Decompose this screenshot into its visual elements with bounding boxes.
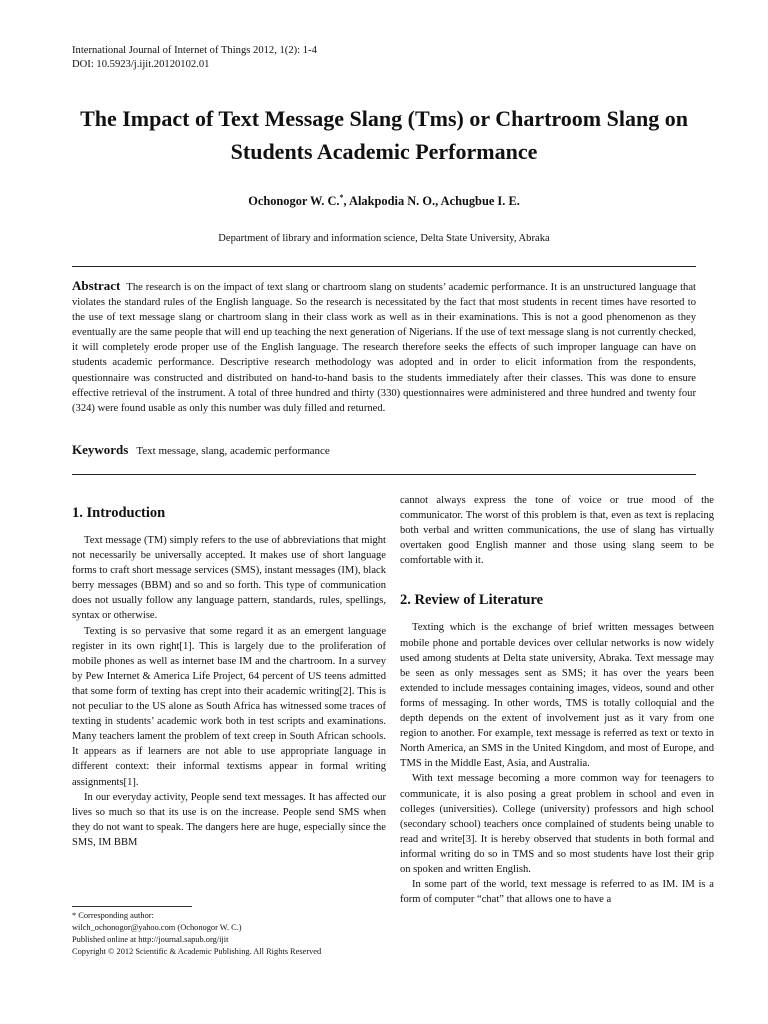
review-paragraph-2: With text message becoming a more common way for teenagers to communicate, it is also posing a great problem in school and even in colleges (universities). College (university) professors and high school (secondary school) teachers once complained of students being unable to read and write[3]. It is hereby observed that students in both formal and informal writing do so in TMS and so most students have lost their grip on spoken and written English. <box>400 773 714 875</box>
keywords-label: Keywords <box>72 442 129 457</box>
first-author: Ochonogor W. C. <box>248 194 340 208</box>
footnote-published-online: Published online at http://journal.sapub.org/ijit <box>72 935 229 944</box>
journal-citation: International Journal of Internet of Things 2012, 1(2): 1-4 <box>72 45 317 56</box>
abstract <box>72 278 696 416</box>
footnote-email: wilch_ochonogor@yahoo.com (Ochonogor W. C.) <box>72 923 242 932</box>
intro-paragraph-3: In our everyday activity, People send text messages. It has affected our lives so much so that its use is on the increase. People send SMS when they do not want to speak. The dangers here are huge, especially since the SMS, IM BBM <box>72 791 386 848</box>
abstract-label: Abstract <box>72 278 121 293</box>
abstract-top-rule <box>72 266 696 267</box>
intro-paragraph-2: Texting is so pervasive that some regard it as an emergent language register in its own right[1]. This is largely due to the proliferation of mobile phones as well as internet base IM and the chartroom. In a survey by Pew Internet & America Life Project, 64 percent of US teens admitted that some form of texting has crept into their academic writing[2]. This is not peculiar to the US alone as South Africa has witnessed some traces of texting in students’ academic work both in test scripts and examinations. Many teachers lament the problem of text creep in South African schools. It appears as if learners are not able to use appropriate language in different context: their informal textisms appear in formal writing assignments[1]. <box>72 625 386 788</box>
keywords <box>72 442 696 459</box>
section-spacer <box>400 568 714 590</box>
author-list <box>72 193 696 209</box>
right-column <box>400 493 714 907</box>
review-paragraph-3: In some part of the world, text message is referred to as IM. IM is a form of computer “chat” that allows one to have a <box>400 879 714 906</box>
section-heading-introduction: 1. Introduction <box>72 505 166 521</box>
other-authors: , Alakpodia N. O., Achugbue I. E. <box>343 194 520 208</box>
footnote-rule <box>72 906 192 907</box>
footnote-corresponding-author: * Corresponding author: <box>72 911 154 920</box>
keywords-text: Text message, slang, academic performance <box>136 445 330 457</box>
author-affiliation: Department of library and information science, Delta State University, Abraka <box>218 233 550 244</box>
journal-doi: DOI: 10.5923/j.ijit.20120102.01 <box>72 59 210 70</box>
abstract-text: The research is on the impact of text slang or chartroom slang on students’ academic performance. It is an unstructured language that violates the standard rules of the English language. So the research is necessitated by the fact that most students in recent times have resorted to the use of text message slang or chartroom slang in their class work as well as in their examinations. This is not a good phenomenon as they eventually are the same people that will end up teaching the next generation of Nigerians. If the use of text message slang is not currently checked, it will completely erode proper use of the English language. The research therefore seeks the effects of such improper language can have on students academic performance. Descriptive research methodology was adopted and in order to elicit information from the respondents, questionnaire was constructed and distributed on hand-to-hand basis to the students immediately after their classes. This was done to ensure effective retrieval of the instrument. A total of three hundred and thirty (330) questionnaires were administered and three hundred and twenty four (324) were found usable as only this number was duly filled and returned. <box>72 282 696 414</box>
footnotes <box>72 910 402 958</box>
intro-paragraph-3-continued: cannot always express the tone of voice or true mood of the communicator. The worst of this problem is that, even as text is replacing both verbal and written communications, the use of slang has virtually overtaken good English manner and those using slang seem to be comfortable with it. <box>400 495 714 567</box>
footnote-copyright: Copyright © 2012 Scientific & Academic Publishing. All Rights Reserved <box>72 947 322 956</box>
left-column <box>72 503 386 850</box>
review-paragraph-1: Texting which is the exchange of brief written messages between mobile phone and portable devices over cellular networks is now widely used among students at Delta state university, Abraka. Text message may be seen as only messages sent as SMS; it has over the years been extended to include messages containing images, videos, sound and other forms of messaging. In other words, TMS is totally colloquial and the depth depends on the extent of involvement just as it vary from one region to another. For example, text message is referred as text or texto in North America, an SMS in the United Kingdom, and most of Europe, and TMS in the Middle East, Asia, and Australia. <box>400 622 714 770</box>
corresponding-marker: * <box>339 192 344 202</box>
section-heading-review: 2. Review of Literature <box>400 592 544 609</box>
journal-header <box>72 44 317 72</box>
keywords-bottom-rule <box>72 474 696 475</box>
paper-title: The Impact of Text Message Slang (Tms) or Chartroom Slang on Students Academic Performance <box>80 106 688 164</box>
intro-paragraph-1: Text message (TM) simply refers to the use of abbreviations that might not necessarily be universally accepted. It makes use of short language forms to craft short message services (SMS), instant messages (IM), black berry messages (BBM) and so and so forth. This type of communication does not usually follow any language pattern, standards, rules, spellings, syntax or otherwise. <box>72 535 386 622</box>
